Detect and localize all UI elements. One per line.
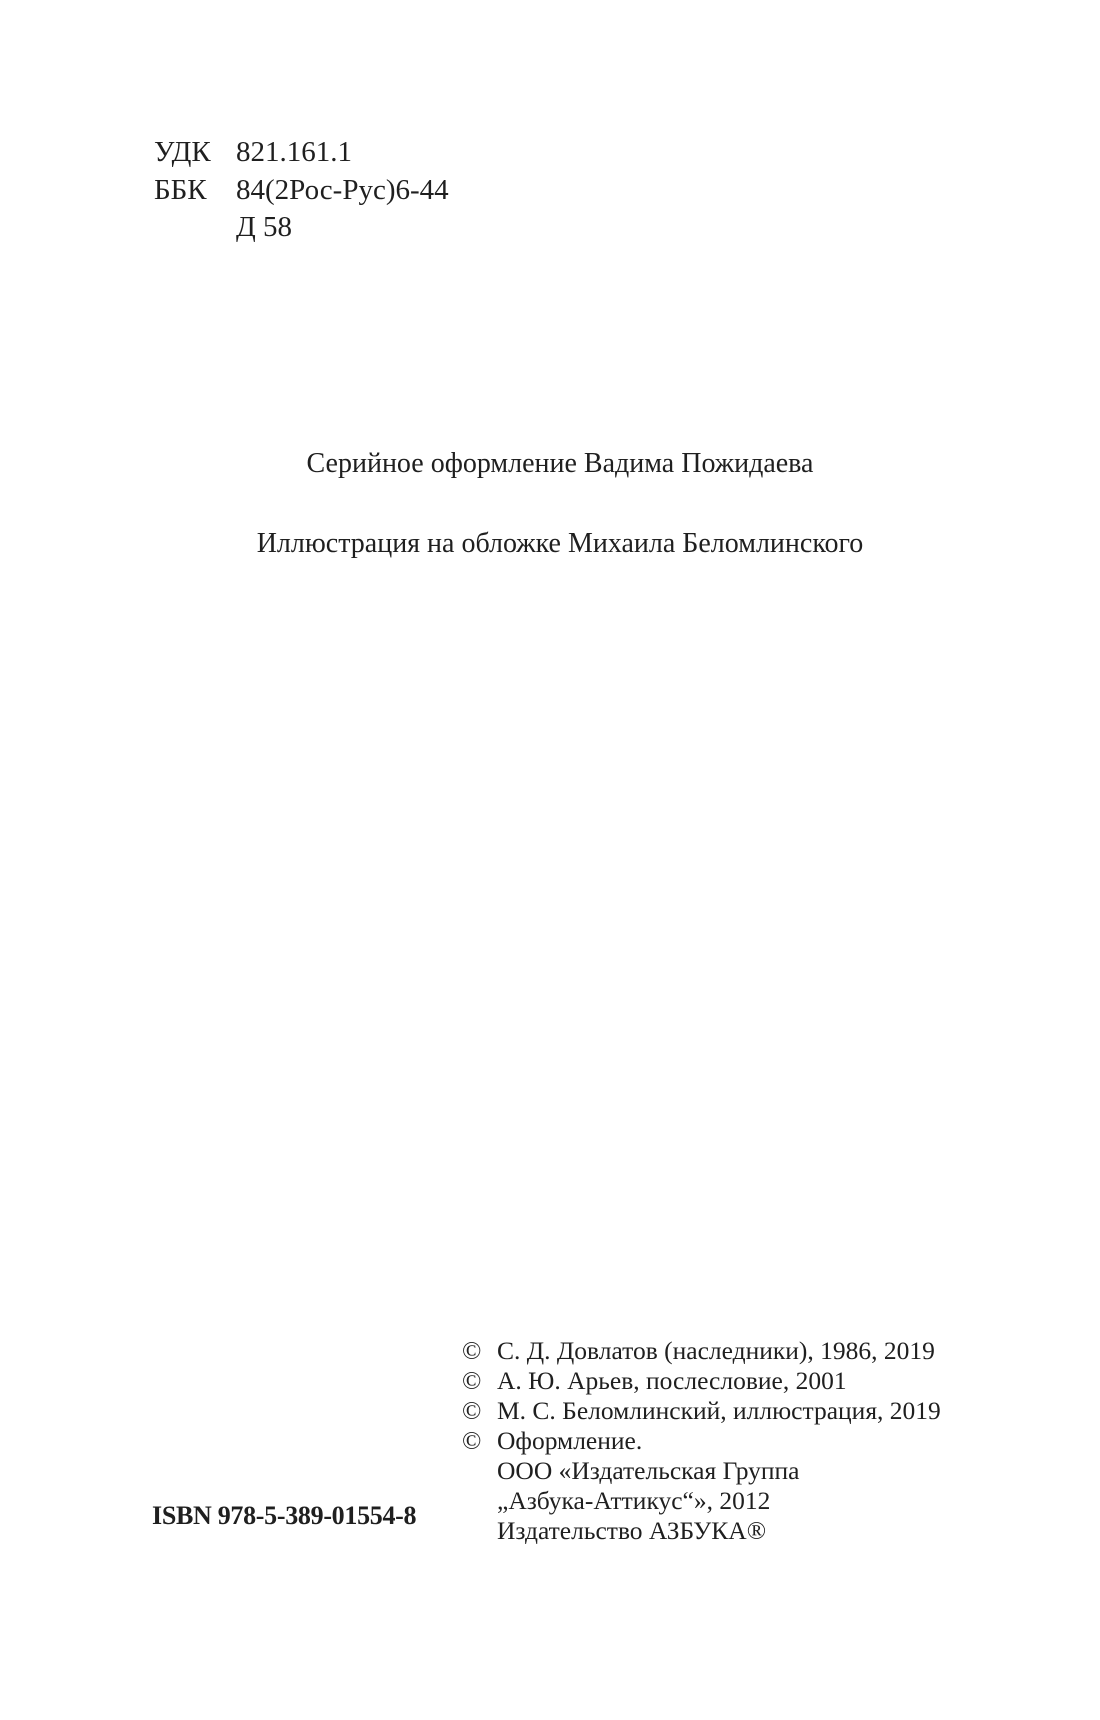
udk-row: [154, 134, 449, 172]
cover-illustration-credit: Иллюстрация на обложке Михаила Беломлинского: [256, 528, 864, 559]
isbn: ISBN 978-5-389-01554-8: [152, 1501, 417, 1530]
copyright-text: Оформление.: [497, 1426, 643, 1455]
udk-value: 821.161.1: [236, 136, 352, 168]
copyright-line: [462, 1426, 941, 1456]
udk-label: УДК: [154, 136, 211, 168]
copyright-text: „Азбука-Аттикус“», 2012: [497, 1486, 771, 1515]
bbk-row: [154, 172, 449, 210]
copyright-text: А. Ю. Арьев, послесловие, 2001: [497, 1366, 847, 1395]
copyright-icon: ©: [462, 1366, 482, 1395]
copyright-sign-spacer: [462, 1516, 497, 1546]
copyright-icon: ©: [462, 1426, 482, 1455]
copyright-sign-spacer: [462, 1456, 497, 1486]
copyright-line: [462, 1396, 941, 1426]
copyright-block: [462, 1336, 941, 1546]
copyright-icon: ©: [462, 1336, 482, 1365]
bbk-value: 84(2Рос-Рус)6-44: [236, 173, 449, 206]
copyright-line: [462, 1366, 941, 1396]
copyright-line: [462, 1486, 941, 1516]
copyright-icon: ©: [462, 1396, 482, 1425]
copyright-line: [462, 1456, 941, 1486]
copyright-text: С. Д. Довлатов (наследники), 1986, 2019: [497, 1336, 935, 1365]
author-mark-label: [154, 209, 236, 247]
classification-block: [154, 134, 449, 247]
bbk-label: ББК: [154, 173, 207, 206]
copyright-text: Издательство АЗБУКА®: [497, 1516, 767, 1545]
copyright-line: [462, 1516, 941, 1546]
series-design-credit: Серийное оформление Вадима Пожидаева: [306, 448, 814, 479]
author-mark-row: [154, 209, 449, 247]
author-mark-value: Д 58: [236, 211, 293, 243]
copyright-text: ООО «Издательская Группа: [497, 1456, 800, 1485]
copyright-line: [462, 1336, 941, 1366]
copyright-sign-spacer: [462, 1486, 497, 1516]
copyright-text: М. С. Беломлинский, иллюстрация, 2019: [497, 1396, 941, 1425]
